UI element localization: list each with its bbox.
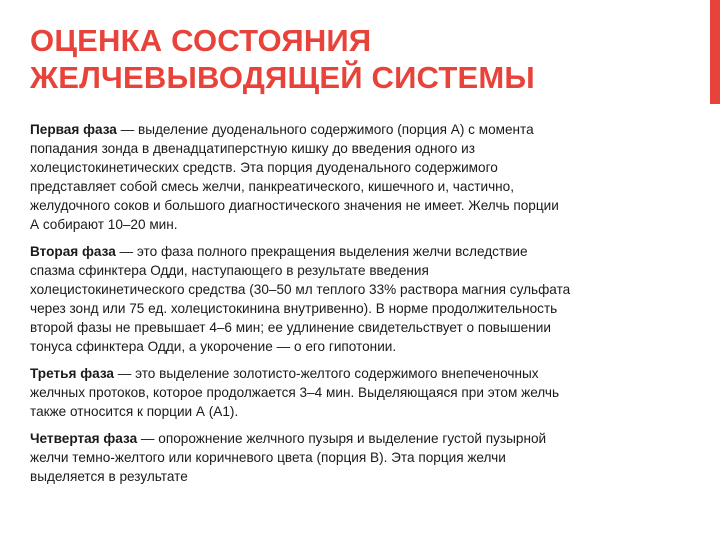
phase-3-line-3: также относится к порции А (А1). <box>30 404 239 419</box>
phase-3-line-1: — это выделение золотисто-желтого содержимого внепеченочных <box>113 366 539 381</box>
title-line-1: ОЦЕНКА СОСТОЯНИЯ <box>30 23 372 58</box>
phase-4-lead: Четвертая фаза <box>30 431 138 446</box>
phase-3-line-2: желчных протоков, которое продолжается 3–4 мин. Выделяющаяся при этом желчь <box>30 385 560 400</box>
phase-1-line-1: — выделение дуоденального содержимого (порция А) с момента <box>116 122 534 137</box>
text-line <box>30 429 690 448</box>
phase-1-line-4: представляет собой смесь желчи, панкреатического, кишечного и, частично, <box>30 179 514 194</box>
slide-title <box>30 22 680 96</box>
title-line-2: ЖЕЛЧЕВЫВОДЯЩЕЙ СИСТЕМЫ <box>30 60 535 95</box>
phase-2-line-6: тонуса сфинктера Одди, а укорочение — о его гипотонии. <box>30 339 397 354</box>
phase-2-line-5: второй фазы не превышает 4–6 мин; ее удлинение свидетельствует о повышении <box>30 320 551 335</box>
phase-1-line-3: холецистокинетических средств. Эта порция дуоденального содержимого <box>30 160 498 175</box>
phase-2-line-1: — это фаза полного прекращения выделения желчи вследствие <box>115 244 528 259</box>
phase-1-line-5: желудочного соков и большого диагностического значения не имеет. Желчь порции <box>30 198 559 213</box>
phase-4-line-3: выделяется в результате <box>30 469 188 484</box>
paragraph-phase-2 <box>30 242 690 356</box>
phase-2-line-2: спазма сфинктера Одди, наступающего в результате введения <box>30 263 429 278</box>
phase-2-lead: Вторая фаза <box>30 244 116 259</box>
paragraph-phase-4 <box>30 429 690 486</box>
phase-2-line-4: через зонд или 75 ед. холецистокинина внутривенно). В норме продолжительность <box>30 301 558 316</box>
slide-body <box>30 120 690 494</box>
phase-2-line-3: холецистокинетического средства (30–50 мл теплого 33% раствора магния сульфата <box>30 282 571 297</box>
phase-1-line-6: А собирают 10–20 мин. <box>30 217 178 232</box>
phase-1-lead: Первая фаза <box>30 122 117 137</box>
phase-3-lead: Третья фаза <box>30 366 114 381</box>
phase-1-line-2: попадания зонда в двенадцатиперстную кишку до введения одного из <box>30 141 475 156</box>
text-line <box>30 364 690 383</box>
paragraph-phase-1 <box>30 120 690 234</box>
text-line <box>30 242 690 261</box>
phase-4-line-2: желчи темно-желтого или коричневого цвета (порция В). Эта порция желчи <box>30 450 506 465</box>
paragraph-phase-3 <box>30 364 690 421</box>
phase-4-line-1: — опорожнение желчного пузыря и выделение густой пузырной <box>137 431 547 446</box>
accent-bar <box>710 0 720 104</box>
text-line <box>30 120 690 139</box>
